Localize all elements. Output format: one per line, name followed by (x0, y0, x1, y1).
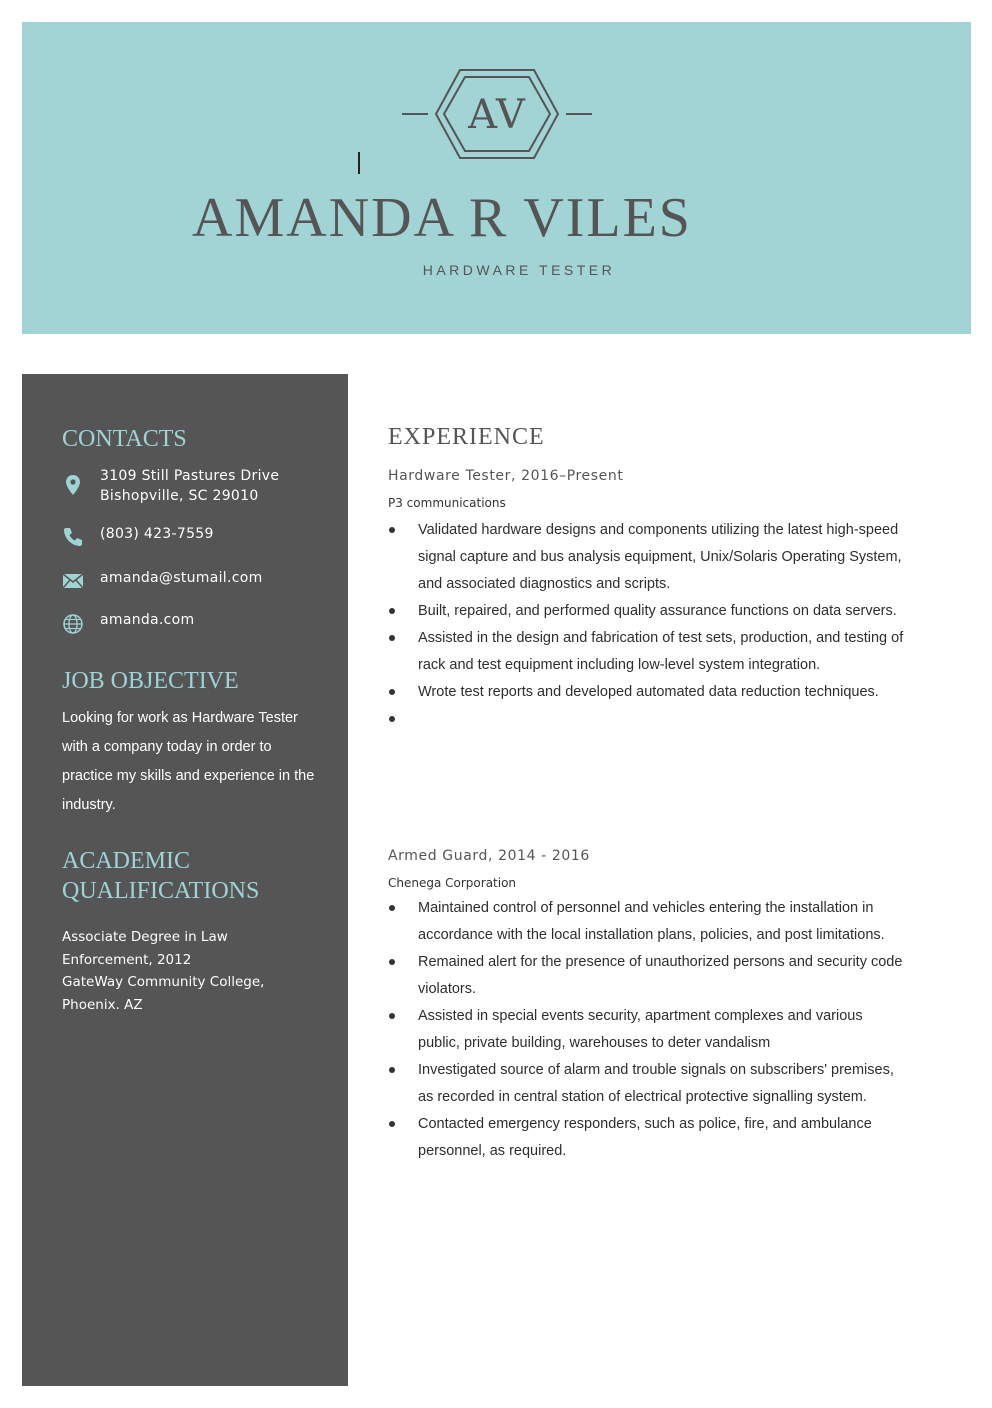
list-item: Wrote test reports and developed automated data reduction techniques. (388, 679, 908, 706)
map-pin-icon (62, 474, 84, 496)
academic-heading-line-2: QUALIFICATIONS (62, 878, 260, 904)
academic-line-3: GateWay Community College, (62, 974, 265, 990)
academic-line-1: Associate Degree in Law (62, 929, 228, 945)
phone-number: (803) 423-7559 (100, 526, 214, 542)
list-item: Assisted in the design and fabrication of test sets, production, and testing of rack and test equipment including low-level system integration. (388, 625, 908, 679)
phone-icon (62, 526, 84, 548)
list-item: Assisted in special events security, apartment complexes and various public, private building, warehouses to deter vandalism (388, 1003, 908, 1057)
address-line-1: 3109 Still Pastures Drive (100, 468, 280, 484)
job-1-bullets (388, 517, 908, 733)
resume-header (22, 22, 971, 334)
list-item (388, 706, 908, 733)
job-title-1: Hardware Tester, 2016–Present (388, 468, 624, 484)
address-line-2: Bishopville, SC 29010 (100, 488, 259, 504)
globe-icon (62, 613, 84, 635)
list-item: Validated hardware designs and components utilizing the latest high-speed signal capture and bus analysis equipment, Unix/Solaris Operating System, and associated diagnostics and scripts. (388, 517, 908, 598)
list-item: Contacted emergency responders, such as police, fire, and ambulance personnel, as required. (388, 1111, 908, 1165)
candidate-name: AMANDA R VILES (192, 187, 692, 249)
list-item: Maintained control of personnel and vehicles entering the installation in accordance with the local installation plans, policies, and post limitations. (388, 895, 908, 949)
monogram-initials: AV (468, 92, 526, 138)
contacts-heading: CONTACTS (62, 426, 187, 452)
website-address: amanda.com (100, 612, 195, 628)
job-objective-text: Looking for work as Hardware Tester with a company today in order to practice my skills and experience in the industry. (62, 710, 315, 813)
academic-line-4: Phoenix. AZ (62, 996, 143, 1013)
list-item: Built, repaired, and performed quality assurance functions on data servers. (388, 598, 908, 625)
candidate-role: HARDWARE TESTER (422, 262, 616, 278)
academic-heading-line-1: ACADEMIC (62, 848, 191, 874)
list-item: Remained alert for the presence of unauthorized persons and security code violators. (388, 949, 908, 1003)
email-address: amanda@stumail.com (100, 570, 263, 586)
academic-details (62, 926, 322, 1016)
list-item: Investigated source of alarm and trouble signals on subscribers' premises, as recorded in central station of electrical protective signalling system. (388, 1057, 908, 1111)
company-2: Chenega Corporation (388, 876, 517, 890)
sidebar (22, 374, 348, 1386)
job-title-2: Armed Guard, 2014 - 2016 (388, 848, 590, 864)
job-2-bullets (388, 895, 908, 1165)
job-objective-heading: JOB OBJECTIVE (62, 668, 239, 694)
academic-line-2: Enforcement, 2012 (62, 951, 192, 968)
experience-heading: EXPERIENCE (388, 424, 545, 450)
monogram-logo (402, 68, 592, 160)
company-1: P3 communications (388, 496, 506, 510)
text-cursor (358, 152, 360, 174)
envelope-icon (62, 570, 84, 592)
